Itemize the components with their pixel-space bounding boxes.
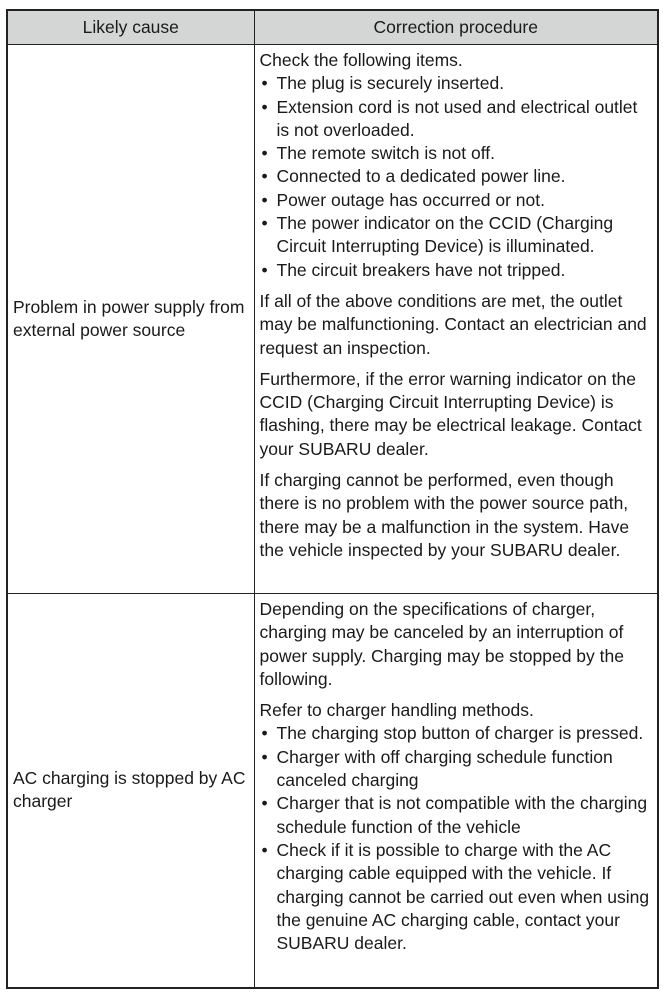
list-item [260, 792, 652, 839]
likely-cause-cell: AC charging is stopped by AC charger [7, 594, 254, 988]
bullet-icon: • [261, 259, 268, 280]
list-item [260, 722, 652, 745]
checklist-intro: Refer to charger handling methods. [259, 700, 534, 721]
paragraph: Depending on the specifications of charger, charging may be canceled by an interruption of power supply. Charging may be stopped by the following. [259, 599, 624, 689]
checklist-block [260, 699, 652, 955]
paragraph: If all of the above conditions are met, the outlet may be malfunctioning. Contact an electrician and request an inspection. [259, 290, 647, 358]
table-header-row [7, 10, 658, 45]
list-item [260, 142, 652, 165]
list-item-text: The plug is securely inserted. [276, 73, 505, 94]
column-header-likely-cause: Likely cause [7, 10, 254, 45]
list-item [260, 96, 652, 143]
checklist [260, 722, 652, 955]
bullet-icon: • [261, 166, 268, 187]
list-item [260, 165, 652, 188]
checklist-intro: Check the following items. [259, 50, 463, 70]
bullet-icon: • [261, 143, 268, 164]
checklist [260, 72, 652, 282]
column-header-correction-procedure: Correction procedure [254, 10, 658, 45]
list-item-text: Power outage has occurred or not. [276, 189, 545, 210]
correction-procedure-cell [254, 45, 658, 594]
bullet-icon: • [261, 189, 268, 210]
list-item-text: The power indicator on the CCID (Charging Circuit Interrupting Device) is illuminated. [276, 213, 614, 257]
list-item-text: Extension cord is not used and electrical outlet is not overloaded. [276, 96, 638, 140]
correction-procedure-cell [254, 594, 658, 988]
list-item-text: The charging stop button of charger is pressed. [276, 723, 644, 744]
bullet-icon: • [261, 746, 268, 767]
paragraph: Furthermore, if the error warning indicator on the CCID (Charging Circuit Interrupting Device) is flashing, there may be electrical leakage. Contact your SUBARU dealer. [259, 368, 642, 459]
paragraph: If charging cannot be performed, even though there is no problem with the power source path, there may be a malfunction in the system. Have the vehicle inspected by your SUBARU dealer. [259, 470, 630, 560]
list-item-text: Connected to a dedicated power line. [276, 166, 566, 187]
troubleshooting-table [6, 9, 659, 989]
list-item [260, 189, 652, 212]
bullet-icon: • [261, 723, 268, 744]
bullet-icon: • [261, 73, 268, 94]
list-item-text: The remote switch is not off. [276, 143, 496, 164]
list-item [260, 212, 652, 259]
list-item-text: Charger that is not compatible with the charging schedule function of the vehicle [276, 793, 648, 837]
table-row [7, 45, 658, 594]
bullet-icon: • [261, 793, 268, 814]
checklist-block [260, 49, 652, 282]
bullet-icon: • [261, 213, 268, 234]
list-item-text: The circuit breakers have not tripped. [276, 259, 566, 280]
list-item [260, 72, 652, 95]
likely-cause-cell: Problem in power supply from external power source [7, 45, 254, 594]
list-item [260, 746, 652, 793]
bullet-icon: • [261, 96, 268, 117]
list-item [260, 259, 652, 282]
bullet-icon: • [261, 839, 268, 860]
list-item-text: Charger with off charging schedule function canceled charging [276, 746, 613, 791]
list-item [260, 839, 652, 955]
table-row [7, 594, 658, 988]
list-item-text: Check if it is possible to charge with the AC charging cable equipped with the vehicle. If charging cannot be carried out even when using the genuine AC charging cable, contact your SUBARU dealer. [276, 839, 650, 954]
